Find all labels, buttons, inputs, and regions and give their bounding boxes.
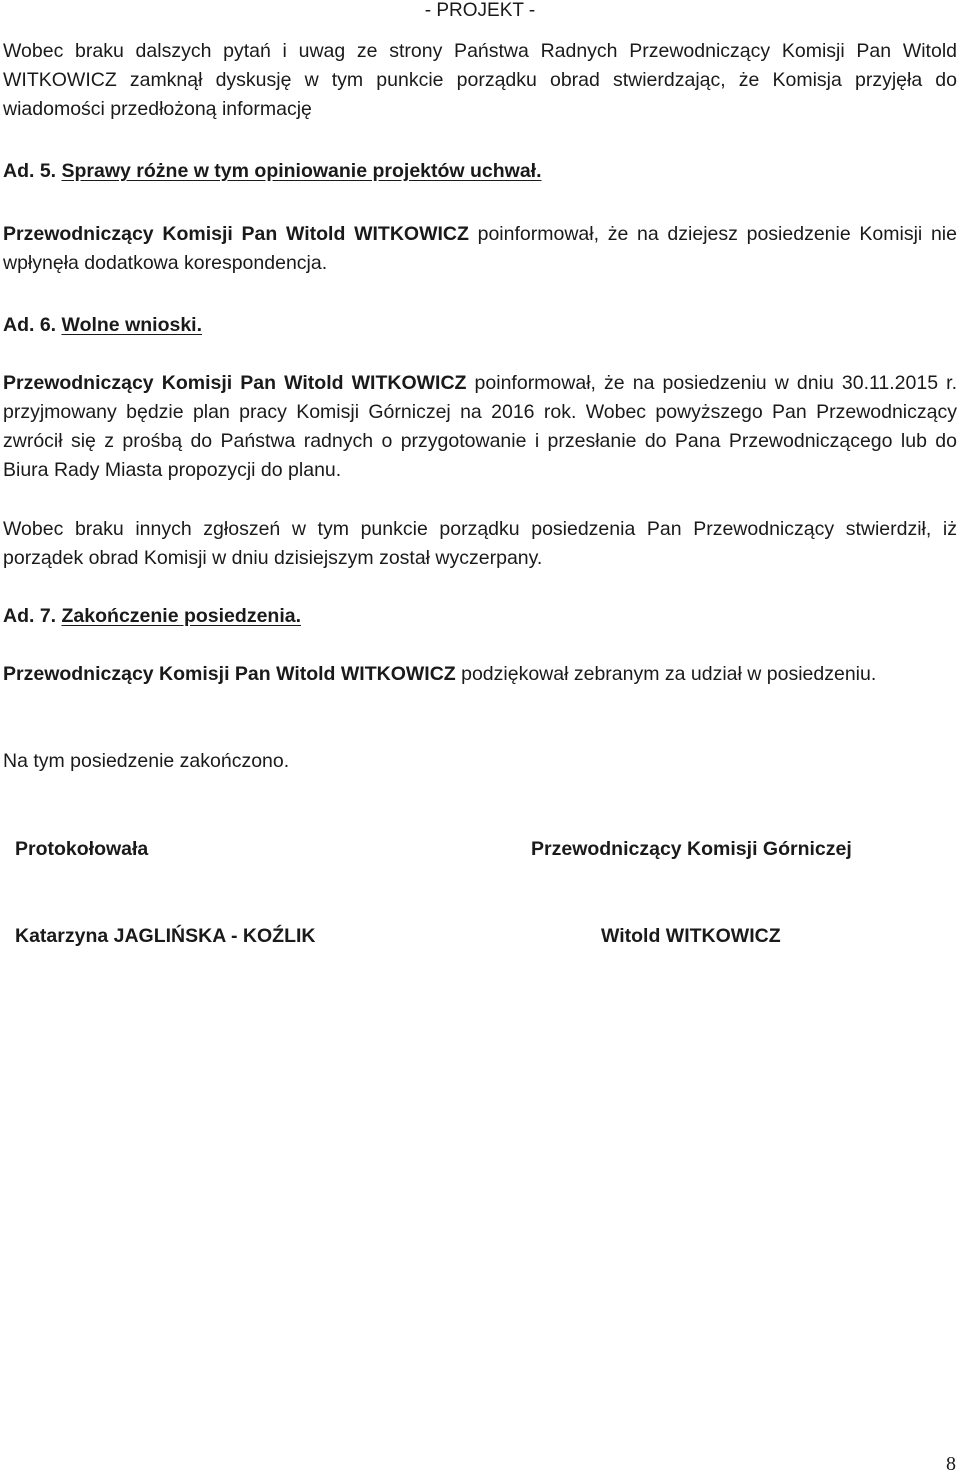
- agenda-item-6-title: Wolne wnioski.: [61, 314, 203, 336]
- project-label: - PROJEKT -: [424, 0, 536, 21]
- signature-right-role: Przewodniczący Komisji Górniczej: [531, 838, 852, 860]
- chairman-name: Przewodniczący Komisji Pan Witold WITKOWICZ: [3, 372, 467, 394]
- chairman-name: Przewodniczący Komisji Pan Witold WITKOWICZ: [3, 223, 469, 245]
- signature-left-role: Protokołowała: [15, 838, 149, 860]
- paragraph-correspondence-text: poinformował, że na dziejesz posiedzenie Komisji nie wpłynęła dodatkowa korespondencja.: [3, 223, 957, 274]
- agenda-item-7-heading: [3, 602, 957, 631]
- agenda-item-5-title: Sprawy różne w tym opiniowanie projektów uchwał.: [61, 160, 542, 182]
- paragraph-closing-discussion: Wobec braku dalszych pytań i uwag ze strony Państwa Radnych Przewodniczący Komisji Pan Witold WITKOWICZ zamknął dyskusję w tym punkcie porządku obrad stwierdzając, że Komisja przyjęła do wiadomości przedłożoną informację: [3, 40, 957, 120]
- chairman-name: Przewodniczący Komisji Pan Witold WITKOWICZ: [3, 663, 456, 685]
- paragraph-thanks-text: podziękował zebranym za udział w posiedzeniu.: [455, 663, 877, 685]
- paragraph-work-plan-text: poinformował, że na posiedzeniu w dniu 30.11.2015 r. przyjmowany będzie plan pracy Komisji Górniczej na 2016 rok. Wobec powyższego Pan Przewodniczący zwrócił się z prośbą do Państwa radnych o przygotowanie i przesłanie do Pana Przewodniczącego lub do Biura Rady Miasta propozycji do planu.: [3, 372, 957, 481]
- paragraph-closing: Na tym posiedzenie zakończono.: [3, 750, 290, 772]
- signature-left-name: Katarzyna JAGLIŃSKA - KOŹLIK: [15, 925, 316, 947]
- paragraph-correspondence: [3, 220, 957, 278]
- paragraph-work-plan: [3, 369, 957, 485]
- agenda-item-6-heading: [3, 311, 957, 340]
- project-header: [0, 0, 960, 22]
- agenda-item-7-number: Ad. 7.: [3, 605, 57, 627]
- agenda-item-5-heading: [3, 157, 957, 186]
- paragraph-agenda-exhausted: Wobec braku innych zgłoszeń w tym punkcie porządku posiedzenia Pan Przewodniczący stwierdził, iż porządek obrad Komisji w dniu dzisiejszym został wyczerpany.: [3, 518, 957, 569]
- agenda-item-5-number: Ad. 5.: [3, 160, 57, 182]
- agenda-item-7-title: Zakończenie posiedzenia.: [61, 605, 301, 627]
- signature-right-name: Witold WITKOWICZ: [601, 925, 781, 947]
- agenda-item-6-number: Ad. 6.: [3, 314, 57, 336]
- page-number: 8: [946, 1453, 956, 1475]
- paragraph-thanks: [3, 660, 957, 689]
